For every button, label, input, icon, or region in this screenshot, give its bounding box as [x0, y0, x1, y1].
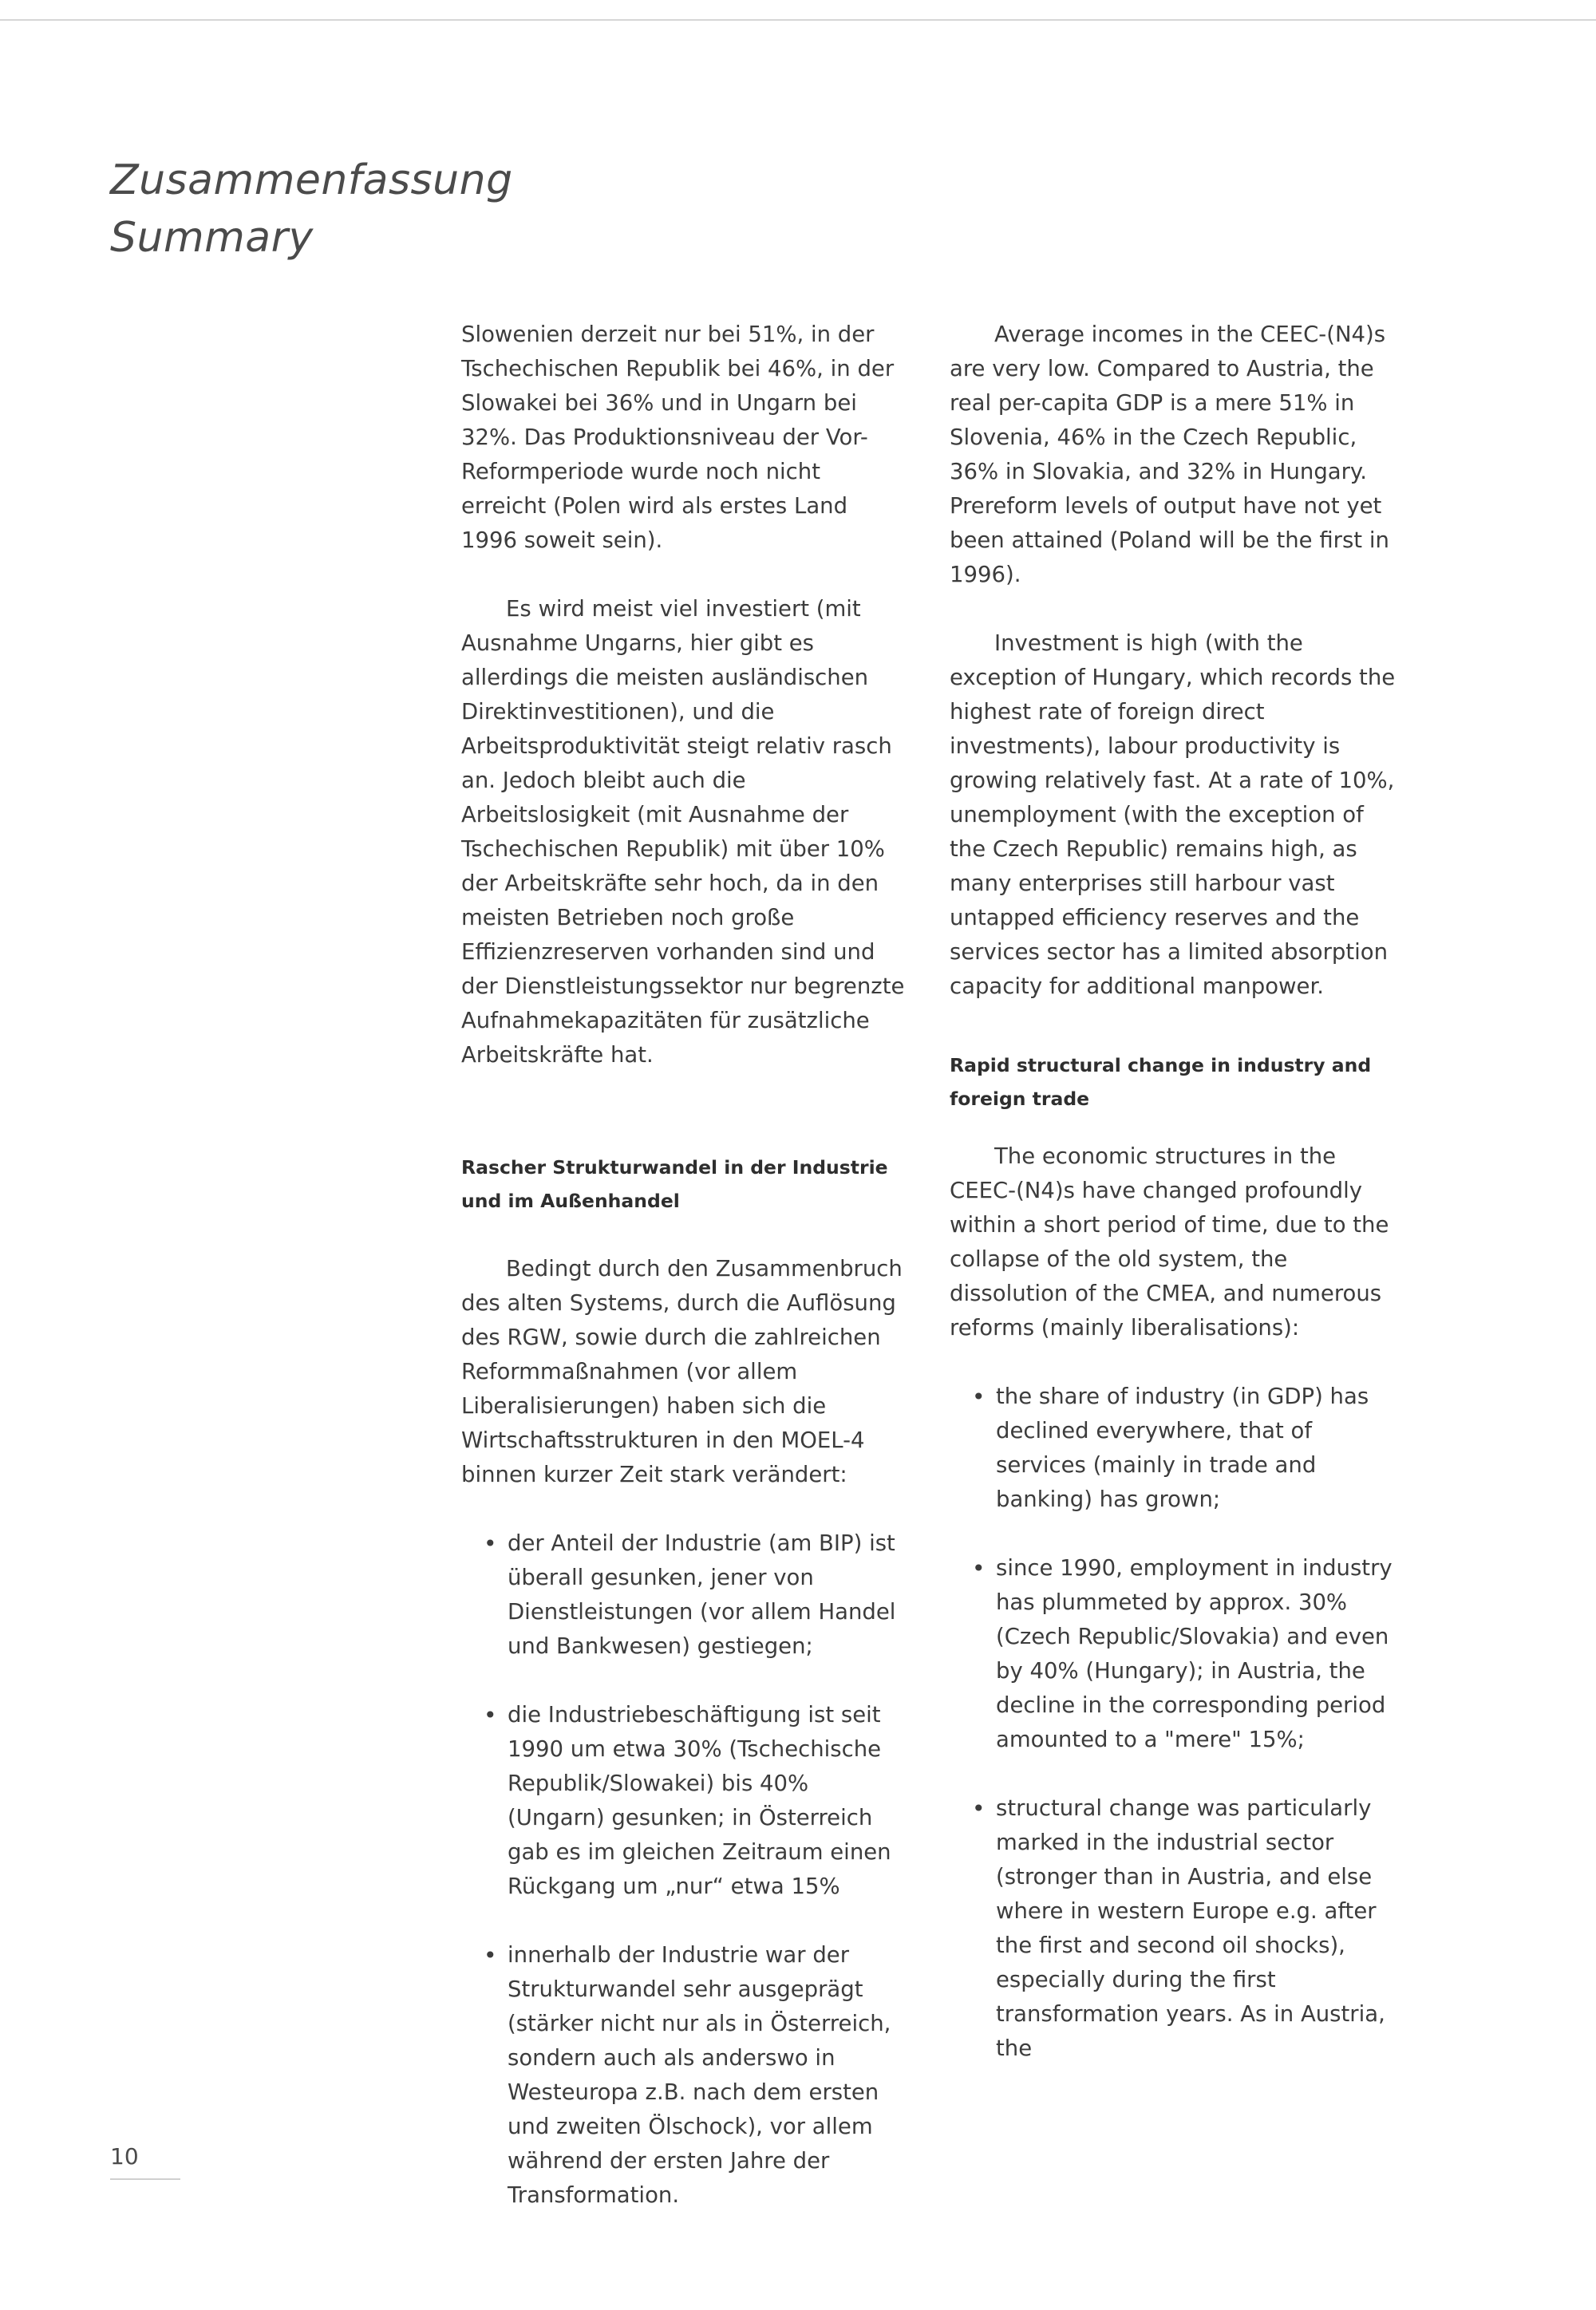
- german-subheading: Rascher Strukturwandel in der Industrie und im Außenhandel: [461, 1156, 888, 1212]
- english-bullet-item: • structural change was particularly marked in the industrial sector (stronger than in Austria, and else where in western Europe e.g. after the first and second oil shocks), especially during the first transformation years. As in Austria, the: [950, 1791, 1396, 2066]
- english-paragraph-2: Investment is high (with the exception of Hungary, which records the highest rate of foreign direct investments), labour productivity is growing relatively fast. At a rate of 10%, unemployment (with the exception of the Czech Republic) remains high, as many enterprises still harbour vast untapped efficiency reserves and the services sector has a limited absorption capacity for additional manpower.: [950, 630, 1396, 999]
- german-column: [461, 318, 908, 2213]
- german-bullet-item: • die Industriebeschäftigung ist seit 1990 um etwa 30% (Tschechische Republik/Slowakei) bis 40% (Ungarn) gesunken; in Österreich gab es im gleichen Zeitraum einen Rückgang um „nur“ etwa 15%: [461, 1698, 908, 1904]
- german-bullet-item: • der Anteil der Industrie (am BIP) ist überall gesunken, jener von Dienstleistungen (vor allem Handel und Bankwesen) gestiegen;: [461, 1526, 908, 1664]
- page-number-rule: [110, 2178, 180, 2180]
- english-column: [950, 318, 1396, 2066]
- title-german: Zusammenfassung: [110, 156, 513, 204]
- page-number: 10: [110, 2143, 139, 2170]
- german-bullet-item: • innerhalb der Industrie war der Strukturwandel sehr ausgeprägt (stärker nicht nur als in Österreich, sondern auch als anderswo in Westeuropa z.B. nach dem ersten und zweiten Ölschock), vor allem während der ersten Jahre der Transformation.: [461, 1938, 908, 2213]
- top-rule: [0, 19, 1596, 21]
- english-bullet-list: [950, 1380, 1396, 2066]
- page-title: [110, 152, 513, 267]
- english-bullet-item: • since 1990, employment in industry has plummeted by approx. 30% (Czech Republic/Slovakia) and even by 40% (Hungary); in Austria, the decline in the corresponding period amounted to a "mere" 15%;: [950, 1551, 1396, 1757]
- english-paragraph-3: The economic structures in the CEEC-(N4)s have changed profoundly within a short period of time, due to the collapse of the old system, the dissolution of the CMEA, and numerous reforms (mainly liberalisations):: [950, 1143, 1389, 1341]
- english-paragraph-1: Average incomes in the CEEC-(N4)s are very low. Compared to Austria, the real per-capita GDP is a mere 51% in Slovenia, 46% in the Czech Republic, 36% in Slovakia, and 32% in Hungary. Prereform levels of output have not yet been attained (Poland will be the first in 1996).: [950, 322, 1389, 587]
- english-subheading: Rapid structural change in industry and foreign trade: [950, 1054, 1372, 1110]
- english-bullet-item: • the share of industry (in GDP) has declined everywhere, that of services (mainly in trade and banking) has grown;: [950, 1380, 1396, 1517]
- german-bullet-list: [461, 1526, 908, 2213]
- german-paragraph-1: Slowenien derzeit nur bei 51%, in der Tschechischen Republik bei 46%, in der Slowakei bei 36% und in Ungarn bei 32%. Das Produktionsniveau der Vor-Reformperiode wurde noch nicht erreicht (Polen wird als erstes Land 1996 soweit sein).: [461, 322, 895, 553]
- german-paragraph-3: Bedingt durch den Zusammenbruch des alten Systems, durch die Auflösung des RGW, sowie durch die zahlreichen Reformmaßnahmen (vor allem Liberalisierungen) haben sich die Wirtschaftsstrukturen in den MOEL-4 binnen kurzer Zeit stark verändert:: [461, 1256, 903, 1487]
- german-paragraph-2: Es wird meist viel investiert (mit Ausnahme Ungarns, hier gibt es allerdings die meisten ausländischen Direktinvestitionen), und die Arbeitsproduktivität steigt relativ rasch an. Jedoch bleibt auch die Arbeitslosigkeit (mit Ausnahme der Tschechischen Republik) mit über 10% der Arbeitskräfte sehr hoch, da in den meisten Betrieben noch große Effizienzreserven vorhanden sind und der Dienstleistungssektor nur begrenzte Aufnahmekapazitäten für zusätzliche Arbeitskräfte hat.: [461, 596, 905, 1068]
- title-english: Summary: [110, 214, 314, 262]
